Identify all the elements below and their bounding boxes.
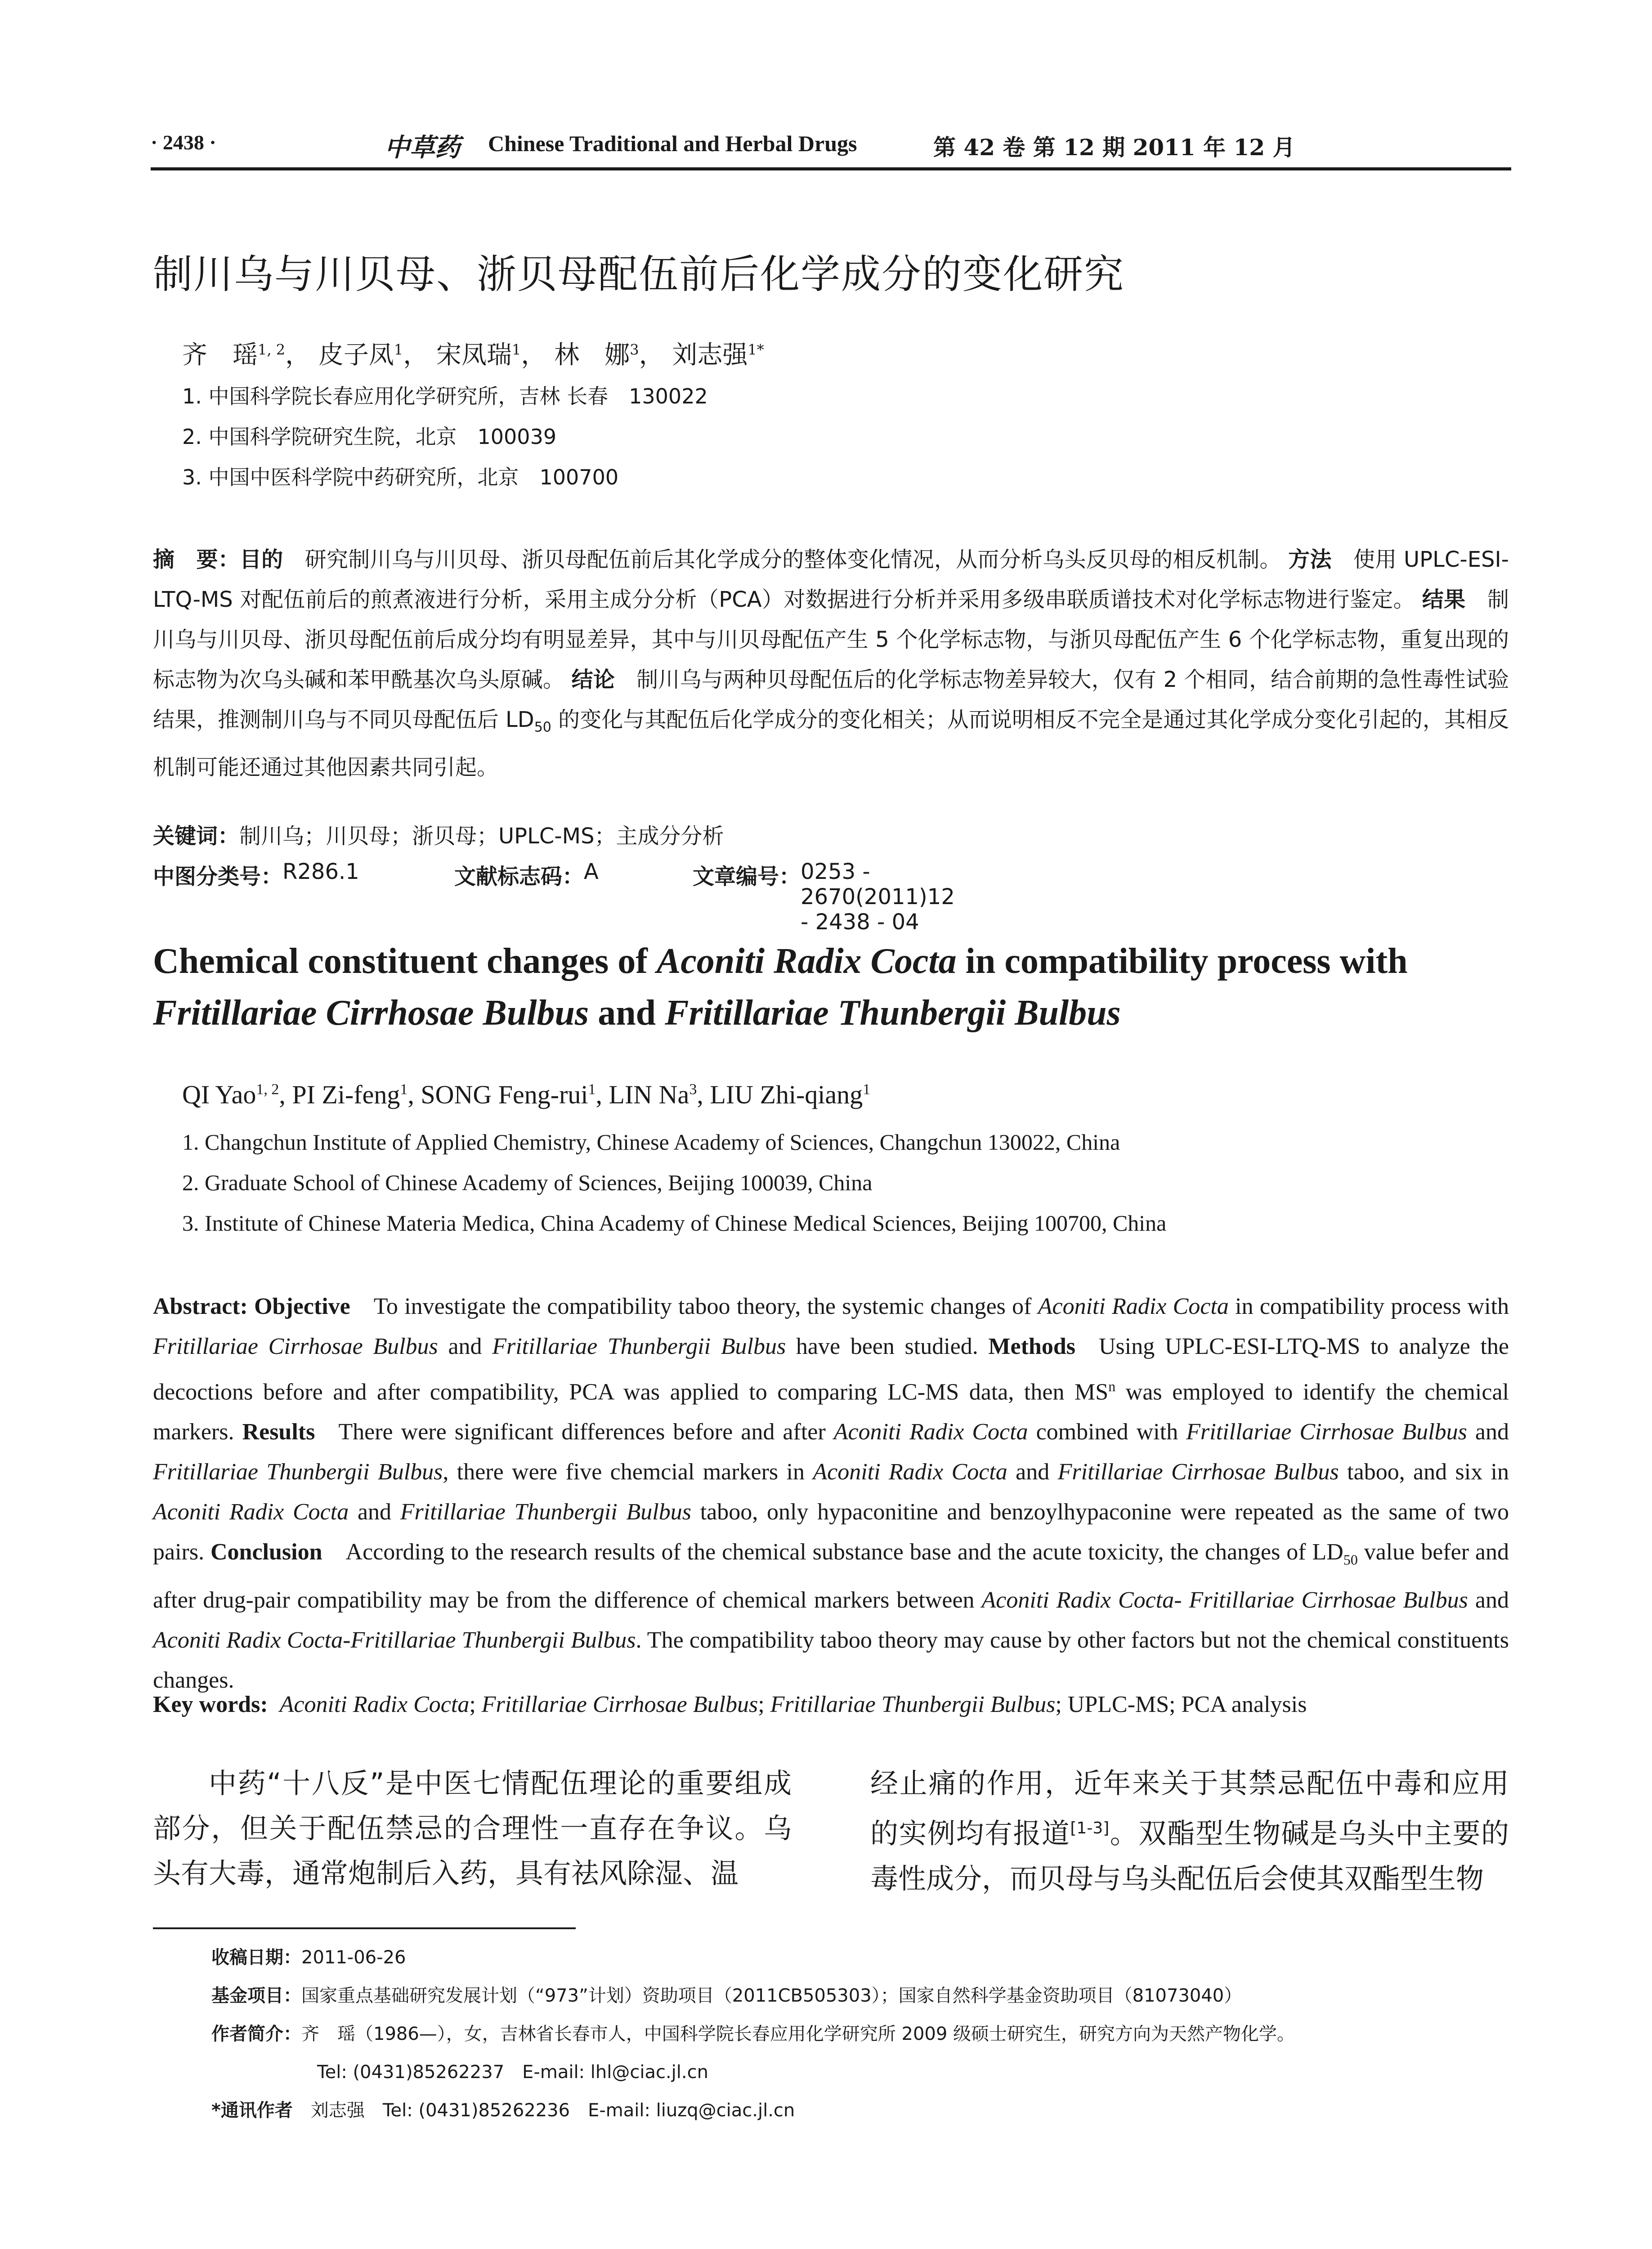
article-no-value: 0253 - 2670(2011)12 - 2438 - 04 — [801, 859, 955, 935]
results-label: Results — [242, 1419, 315, 1445]
keywords-label: Key words: — [153, 1692, 268, 1717]
objective-label: 目的 — [239, 547, 283, 572]
title-text: Chemical constituent changes of — [153, 941, 657, 981]
abstract-label: 摘 要： — [153, 547, 240, 572]
species-name: Fritillariae Cirrhosae Bulbus — [1186, 1419, 1467, 1445]
separator: , — [595, 1080, 609, 1109]
results-text: taboo, only hypaconitine and benzoylhypaconine were repeated as the same of two pairs. — [153, 1499, 1509, 1565]
title-species: Fritillariae Thunbergii Bulbus — [665, 993, 1121, 1033]
separator: ; — [469, 1692, 482, 1717]
species-name: Aconiti Radix Cocta — [833, 1419, 1028, 1445]
author-name: LIU Zhi-qiang — [710, 1080, 863, 1109]
conclusion-label: 结论 — [571, 667, 615, 692]
chinese-affiliation: 1. 中国科学院长春应用化学研究所，吉林 长春 130022 — [182, 384, 708, 408]
separator: , — [279, 1080, 292, 1109]
results-text: taboo, and six in — [1339, 1459, 1509, 1485]
citation-ref: [1-3] — [1070, 1819, 1110, 1837]
title-text: and — [589, 993, 665, 1033]
journal-name: Chinese Traditional and Herbal Drugs — [488, 131, 857, 156]
species-name: Aconiti Radix Cocta- Fritillariae Cirrhosae Bulbus — [981, 1587, 1468, 1613]
author-affil-mark: 1 — [512, 341, 521, 358]
conclusion-text: 制川乌与两种贝母配伍后的化学标志物差异较大，仅有 2 个相同，结合前期的急性毒性试验结果，推测制川乌与不同贝母配伍后 LD — [153, 667, 1509, 732]
keywords-label: 关键词： — [153, 824, 240, 849]
chinese-title: 制川乌与川贝母、浙贝母配伍前后化学成分的变化研究 — [153, 251, 1125, 297]
title-species: Aconiti Radix Cocta — [656, 941, 957, 981]
keyword: Aconiti Radix Cocta — [279, 1692, 470, 1717]
author-name: 刘志强 — [672, 340, 748, 370]
conclusion-text-cont: 的变化与其配伍后化学成分的变化相关；从而说明相反不完全是通过其化学成分变化引起的，其相反机制可能还通过其他因素共同引起。 — [153, 707, 1509, 780]
separator: ， — [639, 340, 664, 370]
author-name: 齐 瑶 — [182, 340, 258, 370]
body-column-left: 中药“十八反”是中医七情配伍理论的重要组成部分，但关于配伍禁忌的合理性一直存在争议。乌头有大毒，通常炮制后入药，具有祛风除湿、温 — [153, 1767, 792, 1890]
superscript: n — [1108, 1378, 1116, 1394]
separator: ; — [758, 1692, 770, 1717]
doc-code-label: 文献标志码： — [454, 864, 584, 889]
footnote-corresponding — [211, 2096, 795, 2122]
objective-text: 研究制川乌与川贝母、浙贝母配伍前后其化学成分的整体变化情况，从而分析乌头反贝母的相反机制。 — [304, 547, 1281, 572]
footnote-fund — [211, 1981, 1242, 2007]
journal-issue: 第 42 卷 第 12 期 2011 年 12 月 — [933, 134, 1295, 161]
separator: ， — [521, 340, 546, 370]
conclusion-text: value befer and after drug-pair compatibility may be from the difference of chemical markers between — [153, 1539, 1509, 1613]
footnote-text: 齐 瑶（1986—），女，吉林省长春市人，中国科学院长春应用化学研究所 2009 级硕士研究生，研究方向为天然产物化学。 — [301, 2024, 1295, 2044]
body-text: 经止痛的作用，近年来关于其禁忌配伍中毒和应用的实例均有报道 — [870, 1767, 1509, 1850]
body-text: 。双酯型生物碱是乌头中主要的毒性成分，而贝母与乌头配伍后会使其双酯型生物 — [870, 1817, 1509, 1895]
chinese-affiliation: 2. 中国科学院研究生院，北京 100039 — [182, 425, 557, 449]
footnote-label: 作者简介： — [211, 2024, 301, 2044]
author-affil-mark: 1 — [588, 1081, 596, 1098]
footnote-label: 基金项目： — [211, 1985, 301, 2006]
species-name: Fritillariae Thunbergii Bulbus — [400, 1499, 691, 1525]
chinese-abstract — [153, 540, 1509, 788]
class-value: R286.1 — [282, 859, 359, 884]
keyword: Fritillariae Cirrhosae Bulbus — [481, 1692, 758, 1717]
results-text: and — [1007, 1459, 1058, 1485]
results-text: combined with — [1028, 1419, 1186, 1445]
objective-text: in compatibility process with — [1228, 1294, 1509, 1319]
english-authors — [182, 1080, 870, 1110]
english-title — [153, 936, 1520, 1039]
article-no-label: 文章编号： — [693, 864, 801, 889]
methods-label: 方法 — [1288, 547, 1332, 572]
footnote-text: 国家重点基础研究发展计划（“973”计划）资助项目（2011CB505303）；国家自然科学基金资助项目（81073040） — [301, 1985, 1242, 2006]
chinese-affiliation: 3. 中国中医科学院中药研究所，北京 100700 — [182, 465, 619, 489]
author-affil-mark: 1* — [748, 341, 764, 358]
results-text: and — [349, 1499, 400, 1525]
methods-label: Methods — [988, 1334, 1075, 1359]
results-text: and — [1467, 1419, 1509, 1445]
chinese-keywords — [153, 819, 724, 850]
separator: , — [697, 1080, 710, 1109]
author-name: QI Yao — [182, 1080, 256, 1109]
results-text: 制川乌与川贝母、浙贝母配伍前后成分均有明显差异，其中与川贝母配伍产生 5 个化学标志物，与浙贝母配伍产生 6 个化学标志物，重复出现的标志物为次乌头碱和苯甲酰基次乌头原碱。 — [153, 587, 1509, 692]
species-name: Fritillariae Cirrhosae Bulbus — [153, 1334, 438, 1359]
species-name: Aconiti Radix Cocta — [153, 1499, 349, 1525]
author-affil-mark: 1, 2 — [256, 1081, 279, 1098]
author-affil-mark: 3 — [689, 1081, 697, 1098]
methods-text: Using UPLC-ESI-LTQ-MS to analyze the decoctions before and after compatibility, PCA was applied to comparing LC-MS data, then MS — [153, 1334, 1509, 1405]
objective-label: Objective — [254, 1294, 350, 1319]
species-name: Aconiti Radix Cocta — [1038, 1294, 1229, 1319]
footnote-author-contact: Tel: (0431)85262237 E-mail: lhl@ciac.jl.cn — [317, 2062, 708, 2083]
journal-brand-logo: 中草药 — [385, 133, 460, 162]
author-affil-mark: 3 — [630, 341, 639, 358]
keyword: Fritillariae Thunbergii Bulbus — [770, 1692, 1056, 1717]
results-label: 结果 — [1422, 587, 1466, 612]
footnote-label: *通讯作者 — [211, 2100, 293, 2121]
methods-text: was employed to identify the chemical markers. — [153, 1379, 1509, 1445]
english-affiliation: 1. Changchun Institute of Applied Chemistry, Chinese Academy of Sciences, Changchun 130022, China — [182, 1129, 1120, 1155]
running-header — [151, 130, 1511, 166]
objective-text: and — [438, 1334, 492, 1359]
conclusion-text: . The compatibility taboo theory may cause by other factors but not the chemical constituents changes. — [153, 1627, 1509, 1693]
subscript: 50 — [534, 719, 551, 735]
author-name: 宋凤瑞 — [436, 340, 512, 370]
footnote-received — [211, 1943, 406, 1969]
abstract-label: Abstract: — [153, 1294, 248, 1319]
doc-code-value: A — [584, 859, 599, 884]
conclusion-text: and — [1468, 1587, 1509, 1613]
author-affil-mark: 1 — [394, 341, 403, 358]
species-name: Fritillariae Cirrhosae Bulbus — [1057, 1459, 1339, 1485]
author-name: PI Zi-feng — [292, 1080, 400, 1109]
objective-text: have been studied. — [786, 1334, 978, 1359]
species-name: Fritillariae Thunbergii Bulbus — [153, 1459, 443, 1485]
objective-text: To investigate the compatibility taboo theory, the systemic changes of — [373, 1294, 1038, 1319]
separator: , — [407, 1080, 421, 1109]
subscript: 50 — [1343, 1551, 1358, 1568]
english-affiliation: 2. Graduate School of Chinese Academy of Sciences, Beijing 100039, China — [182, 1170, 873, 1195]
results-text: There were significant differences before and after — [338, 1419, 834, 1445]
chinese-authors — [182, 335, 764, 371]
keyword: ; UPLC-MS; PCA analysis — [1055, 1692, 1307, 1717]
separator: ， — [403, 340, 429, 370]
footnote-rule — [153, 1927, 576, 1929]
methods-text: 使用 UPLC-ESI-LTQ-MS 对配伍前后的煎煮液进行分析，采用主成分分析（PCA）对数据进行分析并采用多级串联质谱技术对化学标志物进行鉴定。 — [153, 547, 1509, 612]
footnote-label: 收稿日期： — [211, 1947, 301, 1968]
author-affil-mark: 1, 2 — [258, 341, 286, 358]
author-name: LIN Na — [609, 1080, 689, 1109]
conclusion-label: Conclusion — [210, 1539, 322, 1565]
conclusion-text: According to the research results of the chemical substance base and the acute toxicity, the changes of LD — [345, 1539, 1343, 1565]
header-rule — [151, 167, 1511, 170]
english-keywords — [153, 1691, 1509, 1718]
footnote-author — [211, 2020, 1295, 2045]
class-label: 中图分类号： — [153, 864, 283, 889]
english-abstract — [153, 1286, 1509, 1700]
footnote-text: 刘志强 Tel: (0431)85262236 E-mail: liuzq@ciac.jl.cn — [310, 2100, 795, 2121]
author-name: SONG Feng-rui — [421, 1080, 588, 1109]
english-affiliation: 3. Institute of Chinese Materia Medica, China Academy of Chinese Medical Sciences, Beijing 100700, China — [182, 1210, 1167, 1236]
body-column-right — [870, 1761, 1509, 1901]
species-name: Aconiti Radix Cocta-Fritillariae Thunbergii Bulbus — [153, 1627, 636, 1653]
species-name: Fritillariae Thunbergii Bulbus — [492, 1334, 786, 1359]
page-number: · 2438 · — [151, 131, 216, 154]
results-text: , there were five chemcial markers in — [443, 1459, 813, 1485]
keywords-text: 制川乌；川贝母；浙贝母；UPLC-MS；主成分分析 — [239, 824, 724, 849]
species-name: Aconiti Radix Cocta — [813, 1459, 1007, 1485]
author-affil-mark: 1 — [863, 1081, 871, 1098]
footnote-text: 2011-06-26 — [301, 1947, 406, 1968]
separator: ， — [285, 340, 311, 370]
title-text: in compatibility process with — [956, 941, 1408, 981]
author-name: 皮子凤 — [318, 340, 394, 370]
title-species: Fritillariae Cirrhosae Bulbus — [153, 993, 589, 1033]
author-name: 林 娜 — [554, 340, 630, 370]
author-affil-mark: 1 — [400, 1081, 408, 1098]
